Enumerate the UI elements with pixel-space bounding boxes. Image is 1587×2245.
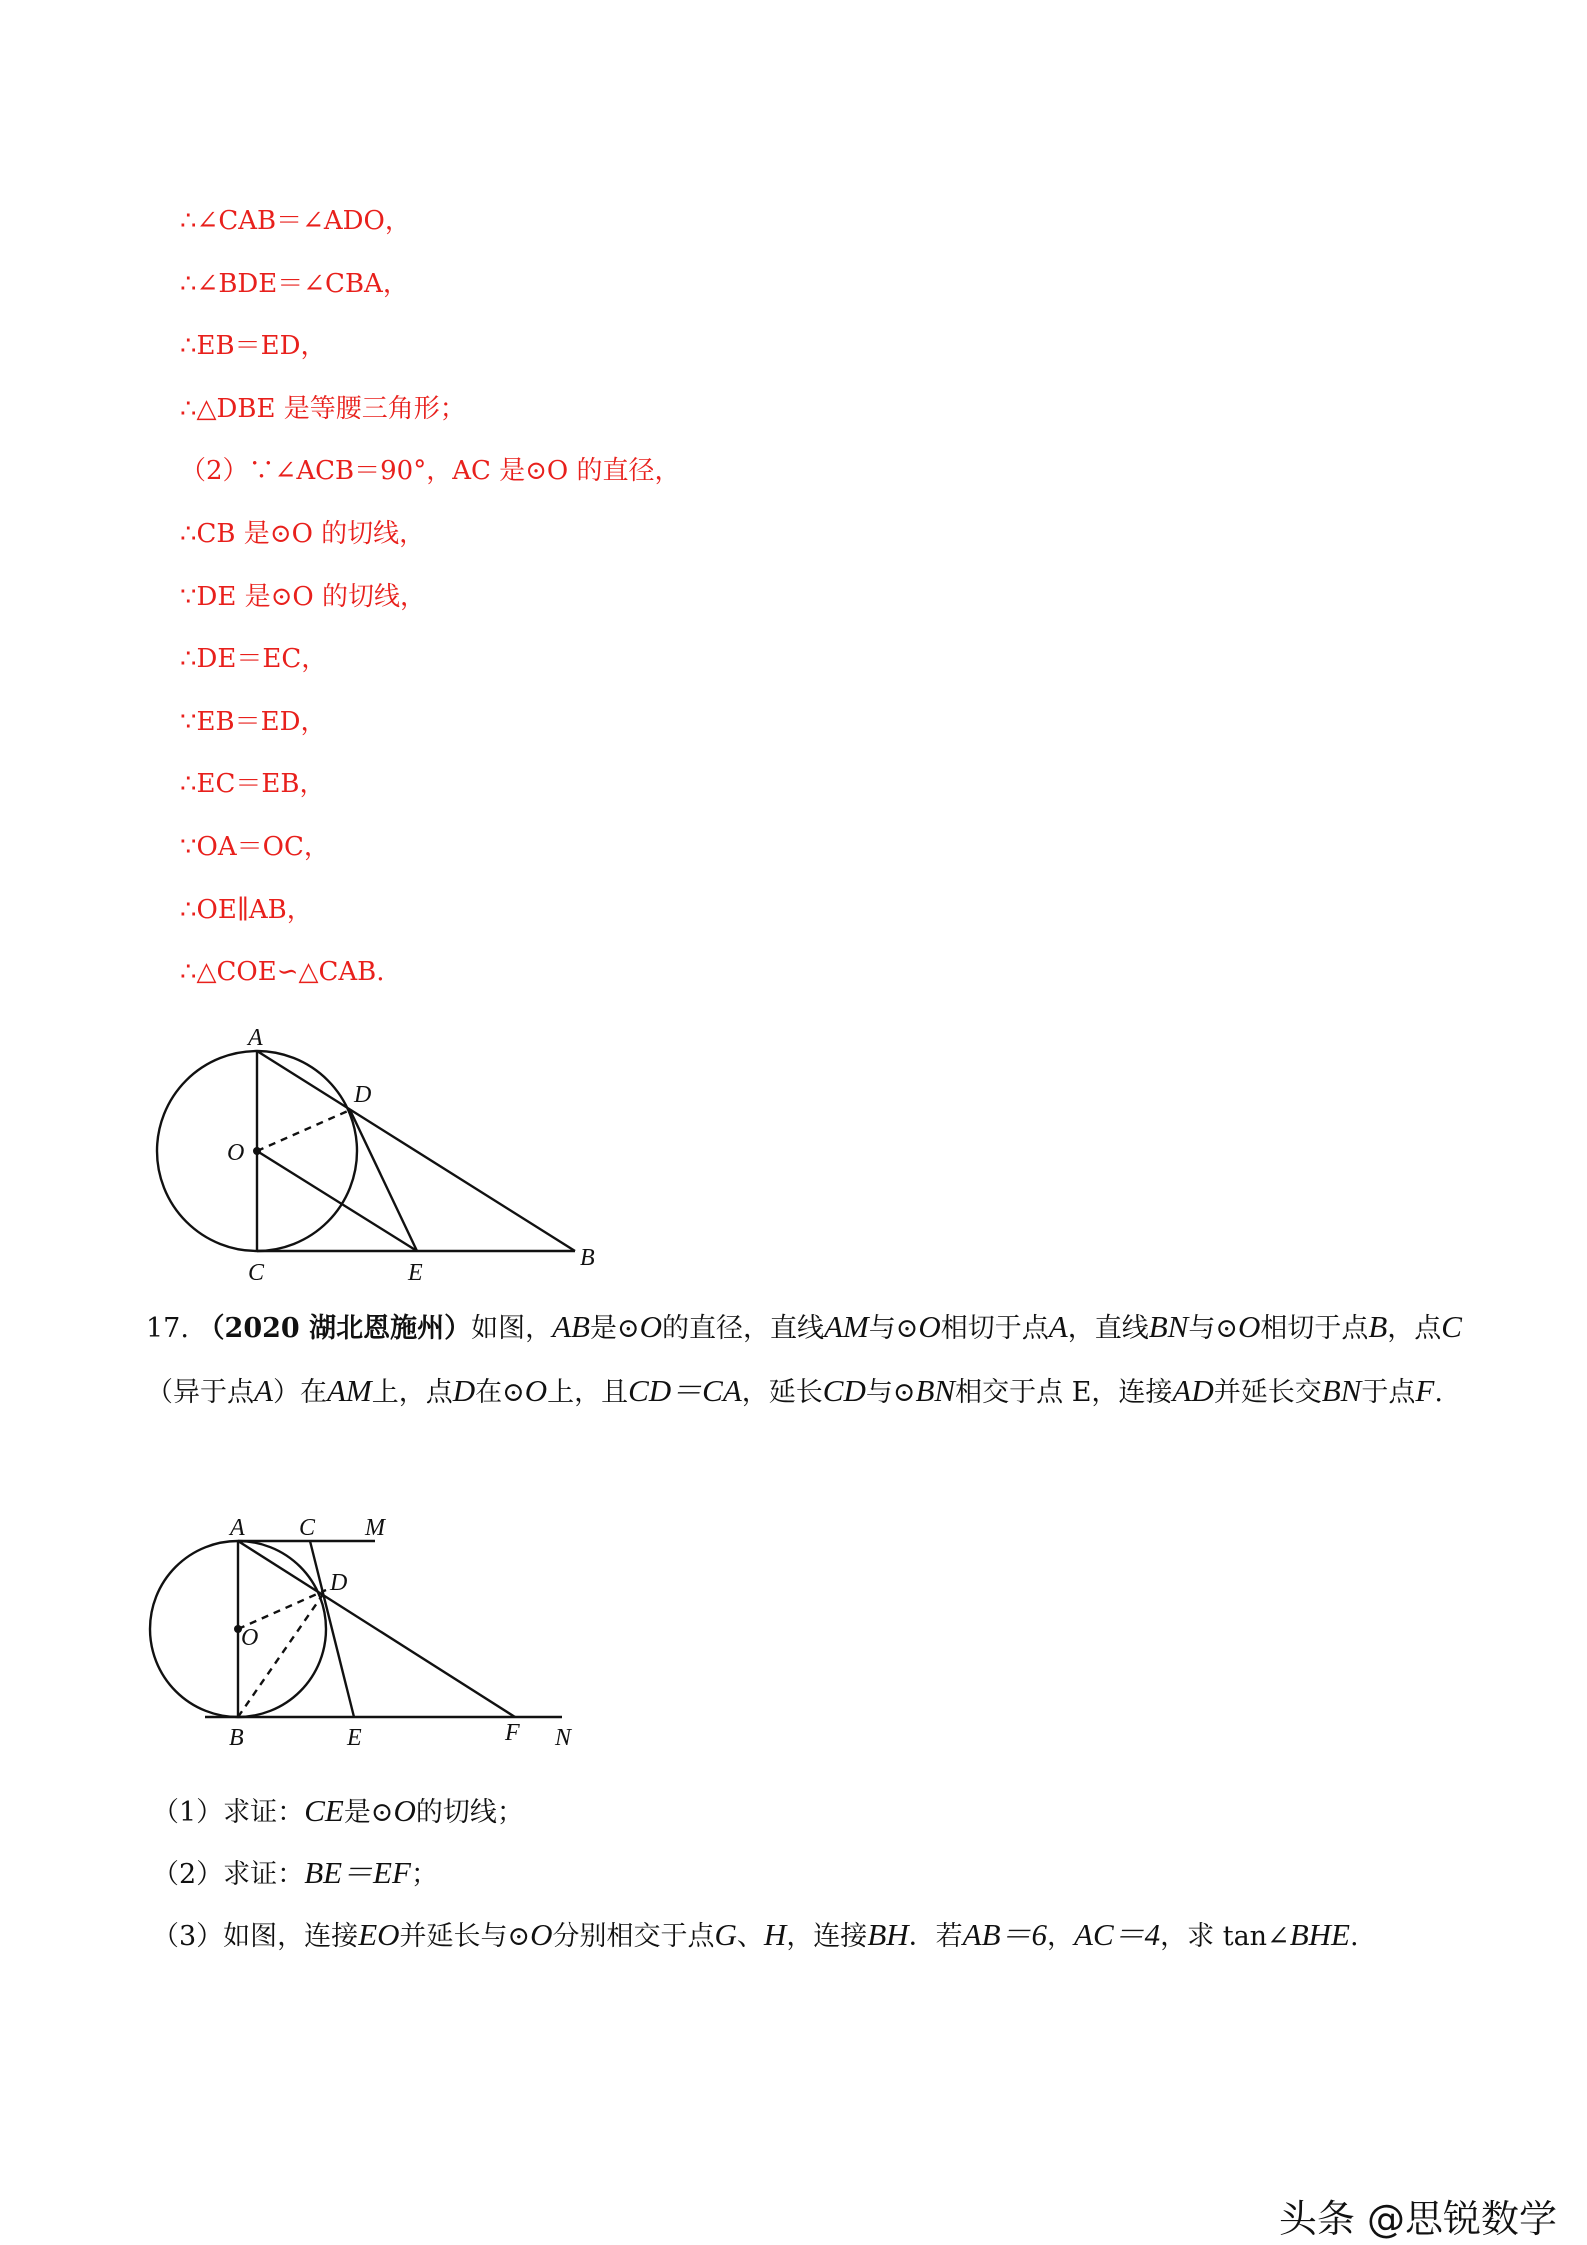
label-n: N <box>555 1725 572 1751</box>
problem-17-text <box>146 1296 1466 1424</box>
solution-line: ∴EB＝ED， <box>180 331 327 361</box>
math-run: BHE <box>1289 1917 1350 1952</box>
text-run: 并延长与⊙ <box>399 1921 531 1952</box>
geometry-figure-2 <box>0 1500 640 1760</box>
solution-line: ∴EC＝EB， <box>180 769 326 799</box>
text-run: 与⊙ <box>865 1377 916 1408</box>
label-e: E <box>347 1725 362 1751</box>
math-run: AC＝4 <box>1074 1917 1161 1952</box>
line-af <box>238 1541 515 1717</box>
label-d: D <box>330 1570 348 1596</box>
math-run: O <box>530 1917 553 1952</box>
label-d: D <box>354 1082 372 1108</box>
text-run: （异于点 <box>146 1377 254 1408</box>
text-run: 如图， <box>471 1313 553 1344</box>
math-run: AB＝6 <box>962 1917 1048 1952</box>
math-run: AM <box>326 1373 372 1408</box>
label-e: E <box>408 1260 423 1286</box>
math-run: O <box>1237 1309 1261 1344</box>
center-point-o <box>253 1147 261 1155</box>
label-f: F <box>505 1720 520 1746</box>
math-run: O <box>393 1793 416 1828</box>
segment-ab <box>257 1051 575 1251</box>
text-run: ，延长 <box>741 1377 823 1408</box>
text-run: ，点 <box>1387 1313 1442 1344</box>
text-run: ）在 <box>272 1377 327 1408</box>
math-run: BE＝EF <box>304 1855 411 1890</box>
line-ce <box>310 1541 354 1717</box>
watermark: 头条 @思锐数学 <box>1278 2197 1557 2241</box>
math-run: EO <box>358 1917 400 1952</box>
text-run: 相交于点 E，连接 <box>955 1377 1173 1408</box>
segment-bd-dashed <box>238 1590 326 1717</box>
label-c: C <box>299 1515 316 1541</box>
label-o: O <box>227 1140 245 1166</box>
label-b: B <box>580 1245 595 1271</box>
math-run: A <box>254 1373 273 1408</box>
math-run: C <box>1441 1309 1462 1344</box>
math-run: G <box>714 1917 737 1952</box>
text-run: ，直线 <box>1067 1313 1149 1344</box>
solution-line: ∴OE∥AB， <box>180 895 313 925</box>
math-run: H <box>763 1917 787 1952</box>
text-run: 相切于点 <box>940 1313 1049 1344</box>
math-run: AM <box>823 1309 869 1344</box>
math-run: A <box>1048 1309 1068 1344</box>
text-run: . <box>1349 1921 1359 1952</box>
label-b: B <box>229 1725 244 1751</box>
solution-line: ∵OA＝OC， <box>180 832 330 862</box>
math-run: O <box>524 1373 548 1408</box>
label-c: C <box>248 1260 265 1286</box>
math-run: O <box>639 1309 662 1344</box>
text-run: 的直径，直线 <box>661 1313 824 1344</box>
solution-line: ∴∠CAB＝∠ADO， <box>180 206 411 236</box>
math-run: F <box>1415 1373 1435 1408</box>
text-run: 分别相交于点 <box>552 1921 715 1952</box>
math-run: AD <box>1172 1373 1214 1408</box>
label-a: A <box>248 1025 263 1051</box>
text-run: 上，且 <box>547 1377 629 1408</box>
math-run: BN <box>1148 1309 1189 1344</box>
math-run: BN <box>915 1373 956 1408</box>
text-run: 是⊙ <box>343 1797 394 1828</box>
solution-line: ∵EB＝ED， <box>180 707 327 737</box>
text-run: ，求 tan∠ <box>1160 1921 1290 1952</box>
math-run: CD＝CA <box>628 1373 742 1408</box>
math-run: D <box>452 1373 476 1408</box>
solution-line: ∴△COE∽△CAB. <box>180 957 385 987</box>
text-run: 、 <box>736 1921 764 1952</box>
text-run: 于点 <box>1361 1377 1416 1408</box>
text-run: ； <box>410 1859 438 1890</box>
solution-line: （2）∵∠ACB＝90°，AC 是⊙O 的直径， <box>180 456 681 486</box>
math-run: AB <box>552 1309 590 1344</box>
math-run: B <box>1368 1309 1388 1344</box>
text-run: 的切线； <box>415 1797 524 1828</box>
text-run: 上，点 <box>371 1377 453 1408</box>
text-run: （2）求证： <box>152 1859 305 1890</box>
math-run: CE <box>304 1793 344 1828</box>
solution-line: ∵DE 是⊙O 的切线， <box>180 582 426 612</box>
geometry-figure-1 <box>0 1000 640 1300</box>
problem-source: （2020 湖北恩施州） <box>197 1313 472 1344</box>
math-run: O <box>918 1309 941 1344</box>
question-3 <box>152 1919 1359 1950</box>
text-run: 在⊙ <box>475 1377 525 1408</box>
segment-od-dashed <box>257 1110 350 1151</box>
text-run: ．若 <box>908 1921 963 1952</box>
question-1 <box>152 1795 524 1826</box>
label-m: M <box>365 1515 385 1541</box>
solution-line: ∴CB 是⊙O 的切线， <box>180 519 426 549</box>
text-run: . <box>1434 1377 1443 1408</box>
solution-line: ∴∠BDE＝∠CBA， <box>180 269 409 299</box>
math-run: BN <box>1321 1373 1362 1408</box>
text-run: ， <box>1047 1921 1075 1952</box>
text-run: 并延长交 <box>1213 1377 1322 1408</box>
text-run: 与⊙ <box>1188 1313 1238 1344</box>
text-run: （3）如图，连接 <box>152 1921 359 1952</box>
solution-line: ∴DE＝EC， <box>180 644 328 674</box>
text-run: （1）求证： <box>152 1797 305 1828</box>
text-run: ，连接 <box>786 1921 868 1952</box>
math-run: BH <box>867 1917 909 1952</box>
text-run: 与⊙ <box>868 1313 919 1344</box>
text-run: 是⊙ <box>589 1313 640 1344</box>
label-o: O <box>241 1625 259 1651</box>
label-a: A <box>230 1515 245 1541</box>
text-run: 相切于点 <box>1260 1313 1369 1344</box>
solution-line: ∴△DBE 是等腰三角形； <box>180 394 466 424</box>
question-2 <box>152 1857 438 1888</box>
problem-number: 17. <box>146 1313 189 1344</box>
math-run: CD <box>822 1373 866 1408</box>
